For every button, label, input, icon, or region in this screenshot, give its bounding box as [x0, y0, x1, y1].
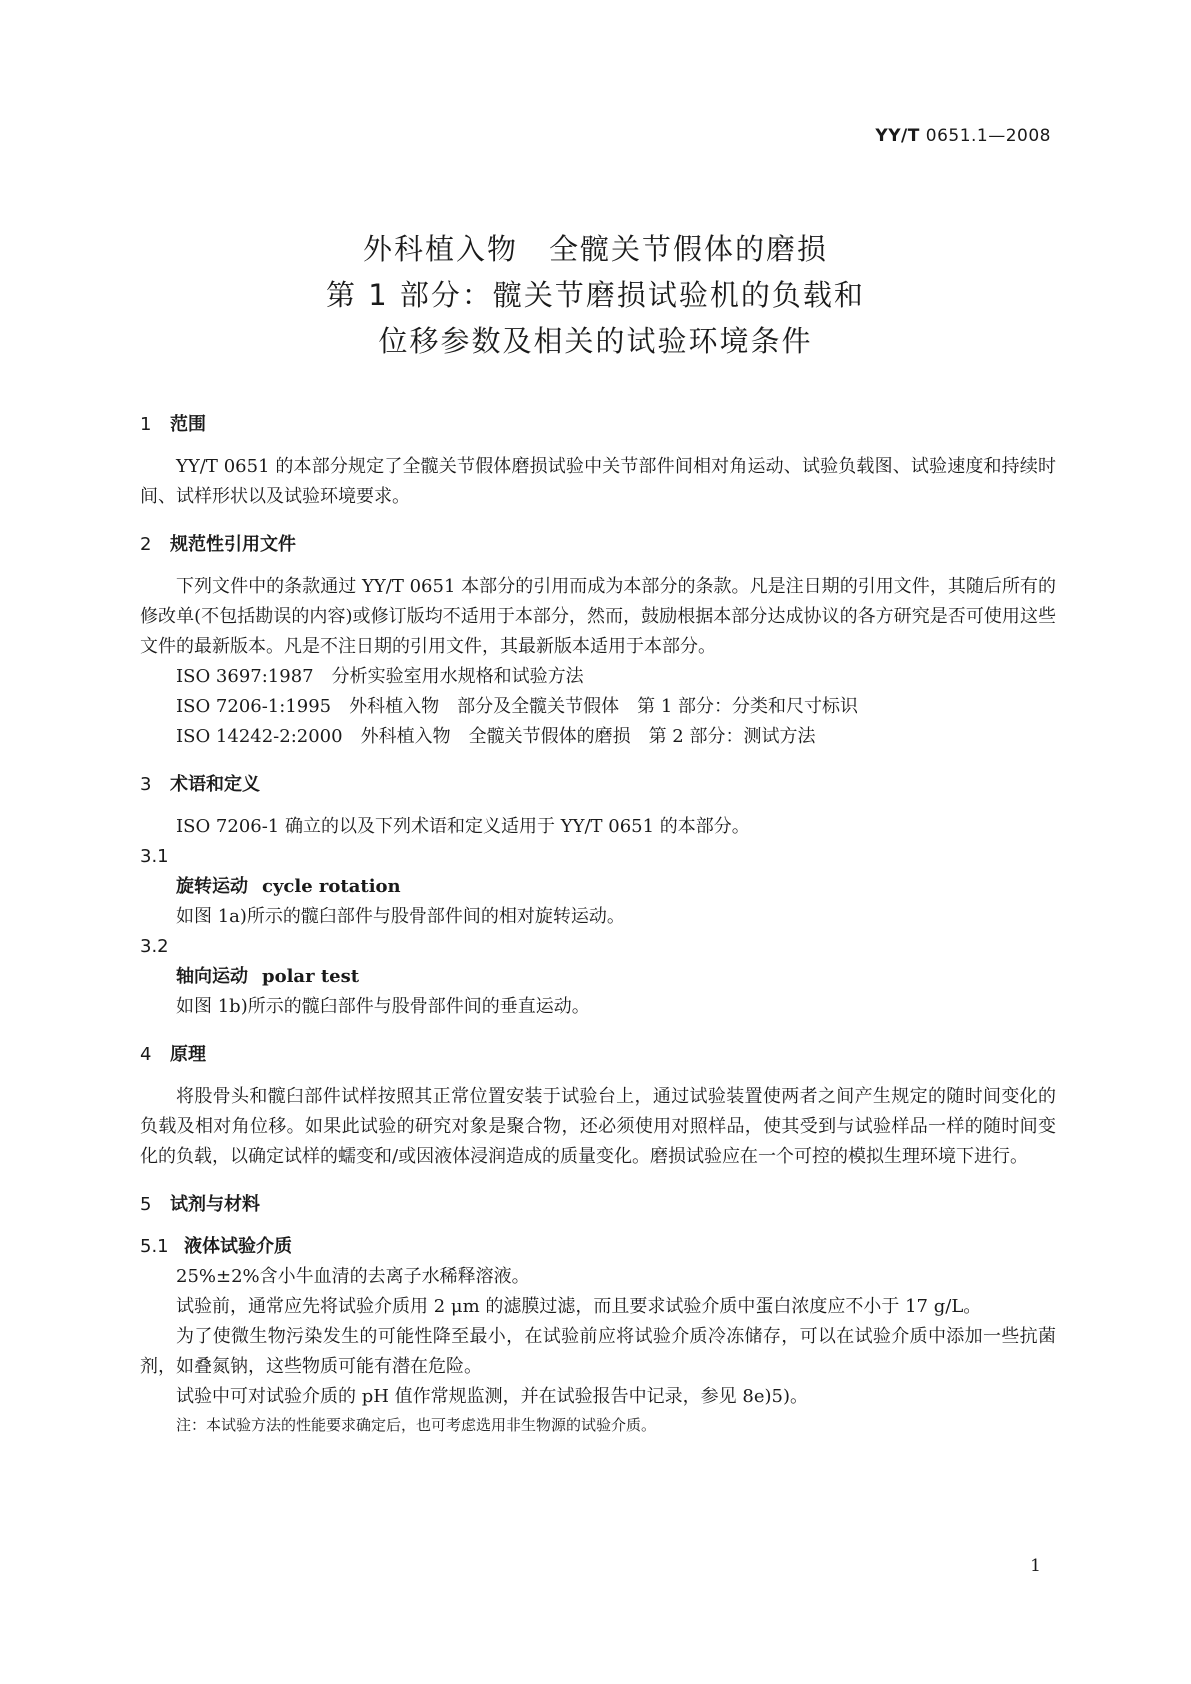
subsection-heading-test-fluid	[140, 1232, 1056, 1262]
fluid-paragraph: 试验中可对试验介质的 pH 值作常规监测，并在试验报告中记录，参见 8e)5)。	[176, 1386, 808, 1407]
subsection-number: 5.1	[140, 1236, 169, 1257]
term-chinese: 轴向运动	[176, 966, 248, 987]
reference-item: ISO 3697:1987 分析实验室用水规格和试验方法	[176, 666, 584, 687]
section-heading-reagents-materials	[140, 1190, 1056, 1220]
section-heading-principle	[140, 1040, 1056, 1070]
standard-code-number: 0651.1—2008	[925, 126, 1051, 146]
page-number: 1	[1030, 1556, 1041, 1576]
section-title: 范围	[170, 414, 206, 435]
section-number: 2	[140, 534, 152, 555]
section-number: 3	[140, 774, 152, 795]
section-title: 规范性引用文件	[170, 534, 296, 555]
principle-paragraph: 将股骨头和髋臼部件试样按照其正常位置安装于试验台上，通过试验装置使两者之间产生规定的随时间变化的负载及相对角位移。如果此试验的研究对象是聚合物，还必须使用对照样品，使其受到与试验样品一样的随时间变化的负载，以确定试样的蠕变和/或因液体浸润造成的质量变化。磨损试验应在一个可控的模拟生理环境下进行。	[140, 1086, 1056, 1167]
term-number: 3.1	[140, 846, 169, 867]
title-line-2: 第 1 部分：髋关节磨损试验机的负载和	[326, 278, 865, 312]
reference-item: ISO 14242-2:2000 外科植入物 全髋关节假体的磨损 第 2 部分：测试方法	[176, 726, 816, 747]
fluid-paragraph: 试验前，通常应先将试验介质用 2 μm 的滤膜过滤，而且要求试验介质中蛋白浓度应不小于 17 g/L。	[176, 1296, 982, 1317]
term-english: cycle rotation	[262, 876, 401, 897]
document-body	[140, 410, 1056, 1438]
terms-intro-paragraph: ISO 7206-1 确立的以及下列术语和定义适用于 YY/T 0651 的本部分。	[176, 816, 750, 837]
scope-paragraph: YY/T 0651 的本部分规定了全髋关节假体磨损试验中关节部件间相对角运动、试验负载图、试验速度和持续时间、试样形状以及试验环境要求。	[140, 456, 1056, 507]
section-title: 原理	[170, 1044, 206, 1065]
subsection-title: 液体试验介质	[184, 1236, 292, 1257]
section-number: 1	[140, 414, 152, 435]
reference-item: ISO 7206-1:1995 外科植入物 部分及全髋关节假体 第 1 部分：分类和尺寸标识	[176, 696, 859, 717]
title-line-1: 外科植入物 全髋关节假体的磨损	[362, 232, 828, 266]
section-title: 术语和定义	[170, 774, 260, 795]
section-number: 5	[140, 1194, 152, 1215]
standard-code-prefix: YY/T	[875, 126, 920, 146]
term-english: polar test	[262, 966, 360, 987]
section-heading-normative-references	[140, 530, 1056, 560]
term-definition: 如图 1b)所示的髋臼部件与股骨部件间的垂直运动。	[176, 996, 590, 1017]
term-definition: 如图 1a)所示的髋臼部件与股骨部件间的相对旋转运动。	[176, 906, 625, 927]
title-line-3: 位移参数及相关的试验环境条件	[378, 324, 813, 358]
fluid-paragraph: 为了使微生物污染发生的可能性降至最小，在试验前应将试验介质冷冻储存，可以在试验介质中添加一些抗菌剂，如叠氮钠，这些物质可能有潜在危险。	[140, 1326, 1056, 1377]
section-title: 试剂与材料	[170, 1194, 260, 1215]
note: 注：本试验方法的性能要求确定后，也可考虑选用非生物源的试验介质。	[176, 1416, 657, 1434]
term-number: 3.2	[140, 936, 169, 957]
fluid-paragraph: 25%±2%含小牛血清的去离子水稀释溶液。	[176, 1266, 530, 1287]
term-heading	[140, 962, 1056, 992]
section-heading-scope	[140, 410, 1056, 440]
term-heading	[140, 872, 1056, 902]
references-paragraph: 下列文件中的条款通过 YY/T 0651 本部分的引用而成为本部分的条款。凡是注日期的引用文件，其随后所有的修改单(不包括勘误的内容)或修订版均不适用于本部分，然而，鼓励根据本部分达成协议的各方研究是否可使用这些文件的最新版本。凡是不注日期的引用文件，其最新版本适用于本部分。	[140, 576, 1056, 657]
section-heading-terms-definitions	[140, 770, 1056, 800]
standard-code	[875, 126, 1051, 146]
document-title	[0, 226, 1191, 364]
term-chinese: 旋转运动	[176, 876, 248, 897]
section-number: 4	[140, 1044, 152, 1065]
